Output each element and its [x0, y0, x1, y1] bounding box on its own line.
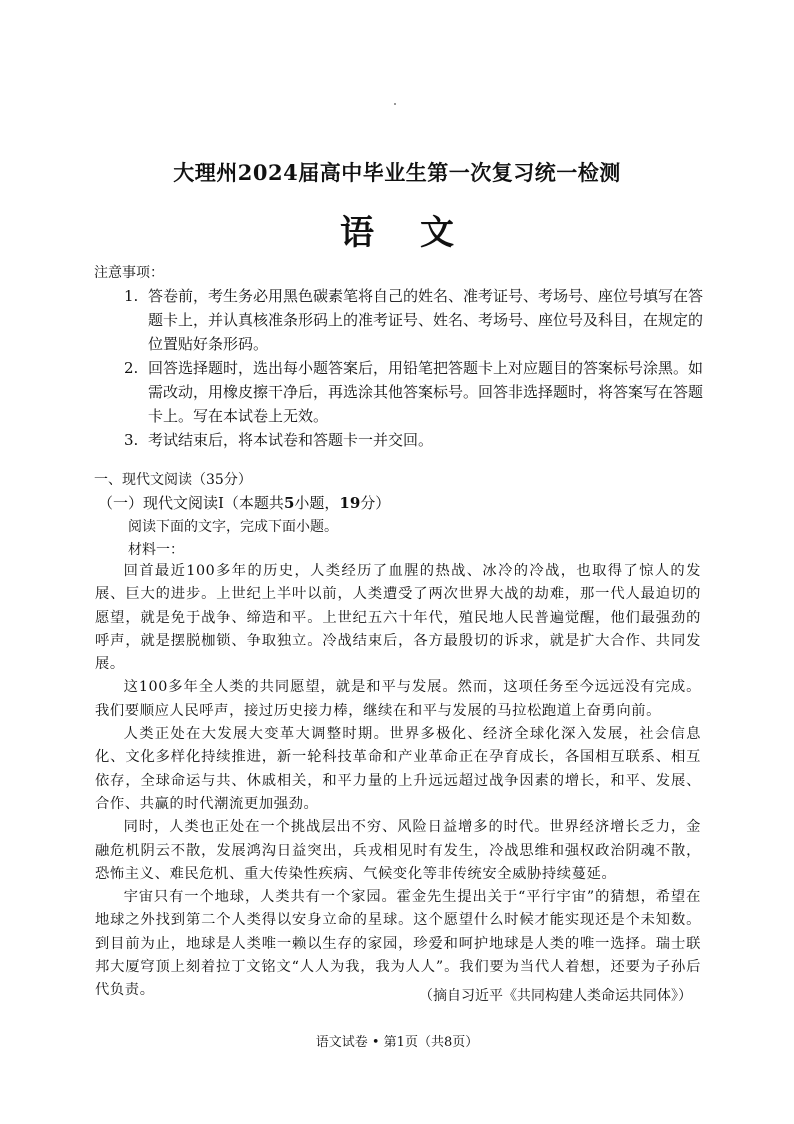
notice-text: 回答选择题时，选出每小题答案后，用铅笔把答题卡上对应题目的答案标号涂黑。如需改动，用橡皮擦干净后，再选涂其他答案标号。回答非选择题时，将答案写在答题卡上。写在本试卷上无效。: [148, 359, 704, 425]
notice-text: 考试结束后，将本试卷和答题卡一并交回。: [148, 431, 434, 449]
notice-item: [124, 356, 704, 428]
subsection-prefix: （一）现代文阅读Ⅰ（本题共: [98, 494, 284, 512]
exam-title: 大理州2024届高中毕业生第一次复习统一检测: [173, 160, 621, 185]
subsection-suffix: 分）: [360, 494, 391, 512]
page-footer: 语文试卷 • 第1页（共8页）: [315, 1035, 479, 1050]
notice-number: 1.: [124, 287, 139, 305]
notice-list: [124, 284, 704, 452]
scan-dot: [394, 103, 396, 105]
reading-passage: [95, 560, 701, 1003]
subsection-heading: [98, 492, 390, 513]
passage-paragraph: 这100多年全人类的共同愿望，就是和平与发展。然而，这项任务至今远远没有完成。我们要顺应人民呼声，接过历史接力棒，继续在和平与发展的马拉松跑道上奋勇向前。: [95, 679, 701, 719]
passage-paragraph: 同时，人类也正处在一个挑战层出不穷、风险日益增多的时代。世界经济增长乏力，金融危机阴云不散，发展鸿沟日益突出，兵戎相见时有发生，冷战思维和强权政治阴魂不散，恐怖主义、难民危机、重大传染性疾病、气候变化等非传统安全威胁持续蔓延。: [95, 819, 701, 882]
material-label: 材料一：: [128, 542, 184, 558]
section-heading: 一、现代文阅读（35分）: [94, 472, 252, 488]
score-count: 19: [339, 494, 361, 512]
notice-number: 2.: [124, 359, 139, 377]
subject-title: 语文: [340, 213, 500, 253]
source-citation: （摘自习近平《共同构建人类命运共同体》）: [419, 988, 692, 1004]
subsection-mid: 小题，: [294, 494, 340, 512]
reading-instruction: 阅读下面的文字，完成下面小题。: [128, 519, 338, 535]
notice-item: [124, 428, 704, 452]
question-count: 5: [283, 494, 295, 512]
passage-paragraph: 回首最近100多年的历史，人类经历了血腥的热战、冰冷的冷战，也取得了惊人的发展、巨大的进步。上世纪上半叶以前，人类遭受了两次世界大战的劫难，那一代人最迫切的愿望，就是免于战争、缔造和平。上世纪五六十年代，殖民地人民普遍觉醒，他们最强劲的呼声，就是摆脱枷锁、争取独立。冷战结束后，各方最殷切的诉求，就是扩大合作、共同发展。: [95, 563, 701, 673]
passage-paragraph: 人类正处在大发展大变革大调整时期。世界多极化、经济全球化深入发展，社会信息化、文化多样化持续推进，新一轮科技革命和产业革命正在孕育成长，各国相互联系、相互依存，全球命运与共、休戚相关，和平力量的上升远远超过战争因素的增长，和平、发展、合作、共赢的时代潮流更加强劲。: [95, 726, 701, 812]
passage-paragraph: 宇宙只有一个地球，人类共有一个家园。霍金先生提出关于“平行宇宙”的猜想，希望在地球之外找到第二个人类得以安身立命的星球。这个愿望什么时候才能实现还是个未知数。到目前为止，地球是人类唯一赖以生存的家园，珍爱和呵护地球是人类的唯一选择。瑞士联邦大厦穹顶上刻着拉丁文铭文“人人为我，我为人人”。我们要为当代人着想，还要为子孙后代负责。: [95, 889, 701, 999]
notice-number: 3.: [124, 431, 139, 449]
notice-text: 答卷前，考生务必用黑色碳素笔将自己的姓名、准考证号、考场号、座位号填写在答题卡上，并认真核准条形码上的准考证号、姓名、考场号、座位号及科目，在规定的位置贴好条形码。: [148, 287, 704, 353]
notice-heading: 注意事项：: [94, 265, 164, 281]
notice-item: [124, 284, 704, 356]
